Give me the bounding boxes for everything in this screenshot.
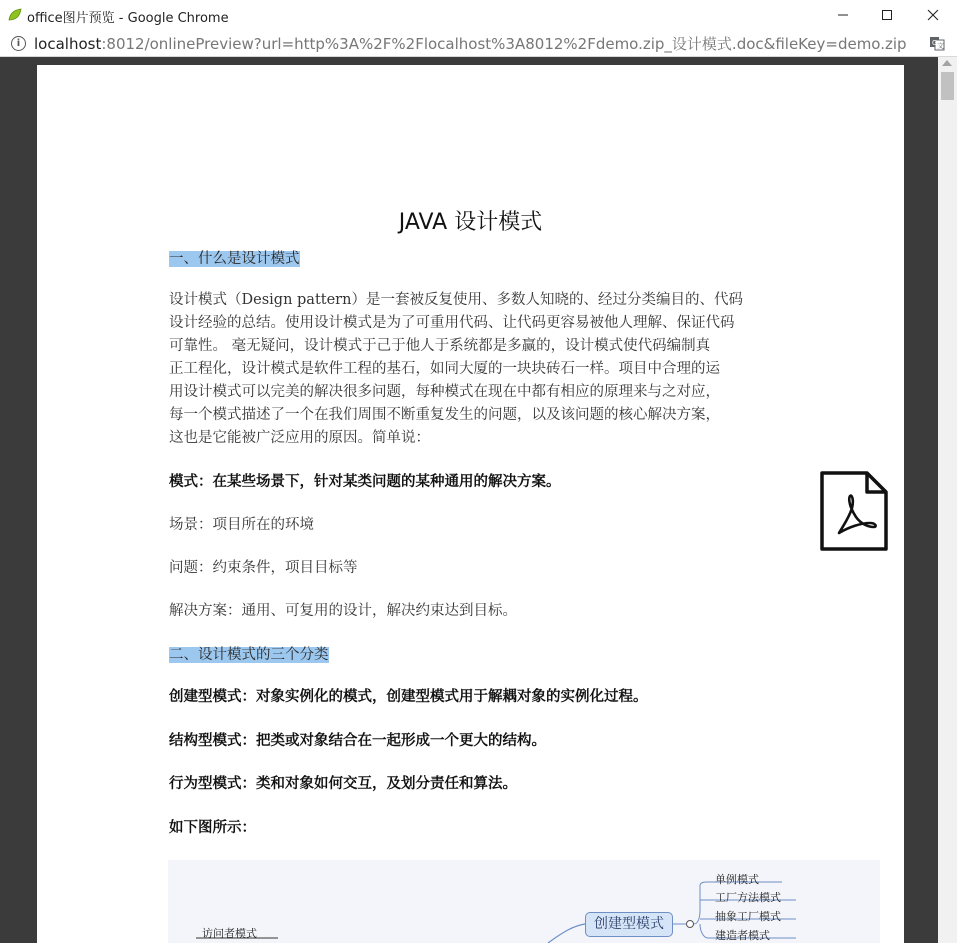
- leaf-favicon-icon: [8, 8, 22, 22]
- minimize-icon: [837, 9, 849, 21]
- structural-text: 结构型模式：把类或对象结合在一起形成一个更大的结构。: [169, 732, 546, 749]
- problem-text: 问题：约束条件，项目目标等: [169, 560, 358, 576]
- svg-text:G: G: [932, 39, 938, 47]
- mindmap-center-node: 创建型模式: [585, 912, 673, 937]
- intro-line: 正工程化，设计模式是软件工程的基石，如同大厦的一块块砖石一样。项目中合理的运: [169, 361, 720, 377]
- section1-heading-text: 一、什么是设计模式: [169, 251, 300, 267]
- intro-line: 设计模式（Design pattern）是一套被反复使用、多数人知晓的、经过分类编目的、代码: [169, 292, 743, 308]
- solution-text: 解决方案：通用、可复用的设计，解决约束达到目标。: [169, 603, 517, 619]
- intro-line: 这也是它能被广泛应用的原因。简单说：: [169, 430, 430, 446]
- vertical-scrollbar[interactable]: [938, 57, 957, 943]
- scroll-thumb[interactable]: [941, 72, 954, 100]
- mindmap-leaf: 建造者模式: [715, 929, 770, 942]
- creational-text: 创建型模式：对象实例化的模式，创建型模式用于解耦对象的实例化过程。: [169, 688, 648, 705]
- window-titlebar: [0, 0, 957, 30]
- intro-line: 每一个模式描述了一个在我们周围不断重复发生的问题，以及该问题的核心解决方案，: [169, 407, 720, 423]
- mindmap-left-leaf: 访问者模式: [202, 927, 257, 940]
- intro-paragraph: [169, 289, 779, 450]
- close-icon: [927, 9, 939, 21]
- document-title: JAVA 设计模式: [398, 210, 543, 235]
- scroll-up-arrow-icon[interactable]: [942, 60, 952, 66]
- section1-heading: [169, 247, 300, 268]
- document-page: [37, 65, 904, 943]
- translate-icon[interactable]: [929, 35, 945, 51]
- maximize-icon: [881, 9, 893, 21]
- mindmap-leaf: 抽象工厂模式: [715, 910, 781, 923]
- section2-heading: [169, 643, 329, 664]
- pdf-icon[interactable]: [819, 470, 889, 552]
- address-bar[interactable]: [0, 30, 957, 57]
- behavioral-text: 行为型模式：类和对象如何交互，及划分责任和算法。: [169, 775, 517, 792]
- intro-line: 设计经验的总结。使用设计模式是为了可重用代码、让代码更容易被他人理解、保证代码: [169, 315, 735, 331]
- scene-text: 场景：项目所在的环境: [169, 517, 314, 533]
- minimize-button[interactable]: [820, 0, 866, 30]
- window-title: office图片预览 - Google Chrome: [27, 11, 229, 26]
- figure-caption: 如下图所示：: [169, 819, 256, 836]
- pattern-definition: 模式：在某些场景下，针对某类问题的某种通用的解决方案。: [169, 473, 561, 490]
- svg-text:文: 文: [937, 42, 944, 50]
- section2-heading-text: 二、设计模式的三个分类: [169, 647, 329, 663]
- mindmap-leaf: 单例模式: [715, 873, 759, 886]
- url-host: localhost: [34, 35, 102, 53]
- close-button[interactable]: [910, 0, 956, 30]
- intro-line: 可靠性。 毫无疑问，设计模式于己于他人于系统都是多赢的，设计模式使代码编制真: [169, 338, 711, 354]
- url-path: :8012/onlinePreview?url=http%3A%2F%2Flocalhost%3A8012%2Fdemo.zip_设计模式.doc&fileKey=demo.zip: [101, 35, 907, 53]
- mindmap-figure: [168, 860, 880, 943]
- url-text[interactable]: [34, 33, 907, 54]
- maximize-button[interactable]: [864, 0, 910, 30]
- mindmap-leaf: 工厂方法模式: [715, 891, 781, 904]
- info-icon[interactable]: i: [11, 36, 26, 51]
- intro-line: 用设计模式可以完美的解决很多问题，每种模式在现在中都有相应的原理来与之对应，: [169, 384, 720, 400]
